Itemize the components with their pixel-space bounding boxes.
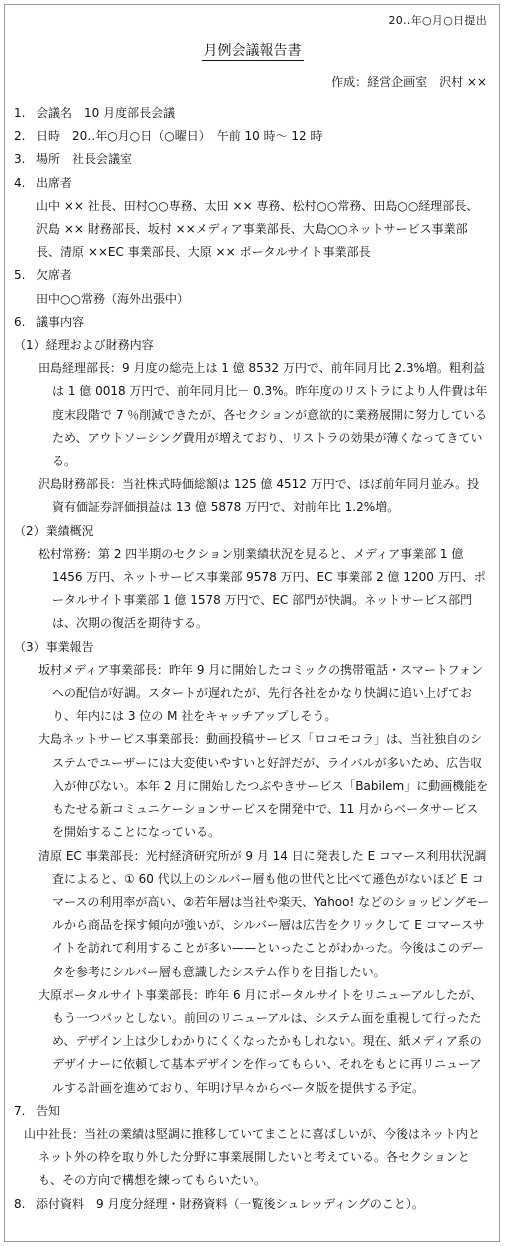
section-attachments: 8. 添付資料 9 月度分経理・財務資料（一覧後シュレッディングのこと）。 <box>14 1196 424 1211</box>
document-title <box>0 40 505 60</box>
report-accounting: 田島経理部長：9 月度の総売上は 1 億 8532 万円で、前年同月比 2.3%増。粗利益は 1 億 0018 万円で、前年同月比－ 0.3%。昨年度のリストラにより人件費は年度末段階で 7 ％削減できたが、各セクションが意欲的に業務展開に努力しているため、アウトソーシング費用が増えており、リストラの効果が薄くなってきている。 <box>38 361 488 469</box>
section-attendees: 4. 出席者 <box>14 175 73 190</box>
subsection-performance: （2）業績概況 <box>14 523 94 538</box>
report-media: 坂村メディア事業部長：昨年 9 月に開始したコミックの携帯電話・スマートフォンへの配信が好調。スタートが遅れたが、先行各社をかなり快調に追い上げており、年内には 3 位の M 社をキャッチアップしそう。 <box>38 662 483 724</box>
report-net-service: 大島ネットサービス事業部長：動画投稿サービス「ロコモコラ」は、当社独自のシステムでユーザーには大変使いやすいと好評だが、ライバルが多いため、広告収入が伸びない。本年 2 月に開始したつぶやきサービス「Babilem」に動画機能をもたせる新コミュニケーションサービスを開発中で、11 月からベータサービスを開始することになっている。 <box>38 732 489 840</box>
document-title-text: 月例会議報告書 <box>203 43 302 59</box>
section-absentees: 5. 欠席者 <box>14 268 73 283</box>
section-notice: 7. 告知 <box>14 1103 61 1118</box>
notice-president: 山中社長：当社の業績は堅調に推移していてまことに喜ばしいが、今後はネット内とネット外の枠を取り外した分野に事業展開したいと考えている。各セクションとも、その方向で構想を練ってもらいたい。 <box>24 1126 481 1188</box>
report-finance: 沢島財務部長：当社株式時価総額は 125 億 4512 万円で、ほぼ前年同月並み。投資有価証券評価損益は 13 億 5878 万円で、対前年比 1.2%増。 <box>38 477 480 515</box>
report-performance: 松村常務：第 2 四半期のセクション別業績状況を見ると、メディア事業部 1 億 1456 万円、ネットサービス事業部 9578 万円、EC 事業部 2 億 1200 万円、ポータルサイト事業部 1 億 1578 万円で、EC 部門が快調。ネットサービス部門は、次期の復活を期待する。 <box>38 546 486 631</box>
author-line: 作成：経営企画室 沢村 ×× <box>331 75 487 89</box>
section-place: 3. 場所 社長会議室 <box>14 152 133 167</box>
subsection-business: （3）事業報告 <box>14 639 94 654</box>
absentees-list: 田中○○常務（海外出張中） <box>36 291 189 306</box>
section-agenda: 6. 議事内容 <box>14 314 85 329</box>
document-body <box>14 102 490 1216</box>
report-portal: 大原ポータルサイト事業部長：昨年 6 月にポータルサイトをリニューアルしたが、もう一つパッとしない。前回のリニューアルは、システム面を重視して行ったため、デザイン上は少しわかりにくくなったかもしれない。現在、紙メディア系のデザイナーに依頼して基本デザインを作ってもらい、それをもとに再リニューアルする計画を進めており、年明け早々からベータ版を提供する予定。 <box>38 987 483 1095</box>
subsection-finance: （1）経理および財務内容 <box>14 338 154 353</box>
submission-date: 20‥年○月○日提出 <box>388 14 487 27</box>
section-meeting-name: 1. 会議名 10 月度部長会議 <box>14 106 176 120</box>
section-datetime: 2. 日時 20‥年○月○日（○曜日） 午前 10 時〜 12 時 <box>14 129 323 144</box>
report-ec: 清原 EC 事業部長：光村経済研究所が 9 月 14 日に発表した E コマース利用状況調査によると、① 60 代以上のシルバー層も他の世代と比べて遜色がないほど E コマースの利用率が高い、②若年層は当社や楽天、Yahoo! などのショッピングモールから商品を探す傾向が強いが、シルバー層は広告をクリックして E コマースサイトを訪れて利用することが多い——といったことがわかった。今後はこのデータを参考にシルバー層も意識したシステム作りを目指したい。 <box>38 848 490 979</box>
attendees-list: 山中 ×× 社長、田村○○専務、太田 ×× 専務、松村○○常務、田島○○経理部長、沢島 ×× 財務部長、坂村 ××メディア事業部長、大島○○ネットサービス事業部長、清原 ××EC 事業部長、大原 ×× ポータルサイト事業部長 <box>36 198 479 260</box>
